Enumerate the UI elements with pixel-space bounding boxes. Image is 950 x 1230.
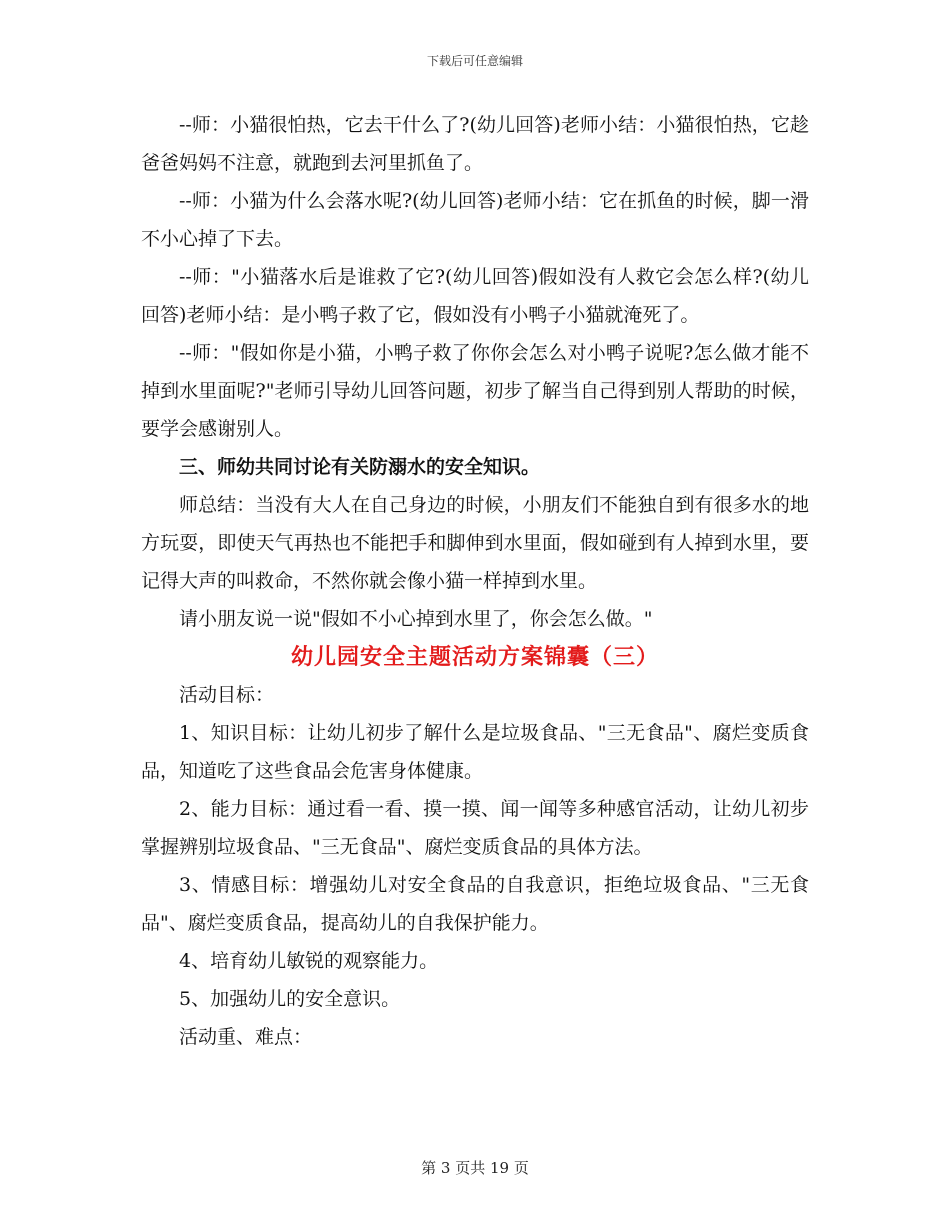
paragraph-teacher-question-1: --师：小猫很怕热，它去干什么了?(幼儿回答)老师小结：小猫很怕热，它趁爸爸妈妈不注意，就跑到去河里抓鱼了。 (141, 114, 809, 174)
goal-safety-awareness: 5、加强幼儿的安全意识。 (179, 988, 401, 1010)
document-body (141, 106, 809, 1056)
paragraph-teacher-summary: 师总结：当没有大人在自己身边的时候，小朋友们不能独自到有很多水的地方玩耍，即使天气再热也不能把手和脚伸到水里面，假如碰到有人掉到水里，要记得大声的叫救命，不然你就会像小猫一样掉到水里。 (141, 494, 809, 592)
page-header: 下载后可任意编辑 (426, 54, 523, 68)
goal-observation: 4、培育幼儿敏锐的观察能力。 (179, 950, 439, 972)
section-heading-three: 三、师幼共同讨论有关防溺水的安全知识。 (179, 456, 541, 478)
section-title: 幼儿园安全主题活动方案锦囊（三） (290, 644, 659, 670)
paragraph-teacher-question-4: --师："假如你是小猫，小鸭子救了你你会怎么对小鸭子说呢?怎么做才能不掉到水里面呢?"老师引导幼儿回答问题，初步了解当自己得到别人帮助的时候，要学会感谢别人。 (141, 342, 809, 440)
page-footer: 第 3 页共 19 页 (421, 1159, 529, 1177)
key-points-label: 活动重、难点： (179, 1026, 313, 1048)
goals-label: 活动目标： (179, 684, 275, 706)
goal-ability: 2、能力目标：通过看一看、摸一摸、闻一闻等多种感官活动，让幼儿初步掌握辨别垃圾食品、"三无食品"、腐烂变质食品的具体方法。 (141, 798, 809, 858)
paragraph-teacher-question-2: --师：小猫为什么会落水呢?(幼儿回答)老师小结：它在抓鱼的时候，脚一滑不小心掉了下去。 (141, 190, 809, 250)
goal-knowledge: 1、知识目标：让幼儿初步了解什么是垃圾食品、"三无食品"、腐烂变质食品，知道吃了这些食品会危害身体健康。 (141, 722, 809, 782)
goal-emotion: 3、情感目标：增强幼儿对安全食品的自我意识，拒绝垃圾食品、"三无食品"、腐烂变质食品，提高幼儿的自我保护能力。 (141, 874, 809, 934)
paragraph-children-prompt: 请小朋友说一说"假如不小心掉到水里了，你会怎么做。" (179, 608, 653, 630)
paragraph-teacher-question-3: --师："小猫落水后是谁救了它?(幼儿回答)假如没有人救它会怎么样?(幼儿回答)老师小结：是小鸭子救了它，假如没有小鸭子小猫就淹死了。 (141, 266, 809, 326)
